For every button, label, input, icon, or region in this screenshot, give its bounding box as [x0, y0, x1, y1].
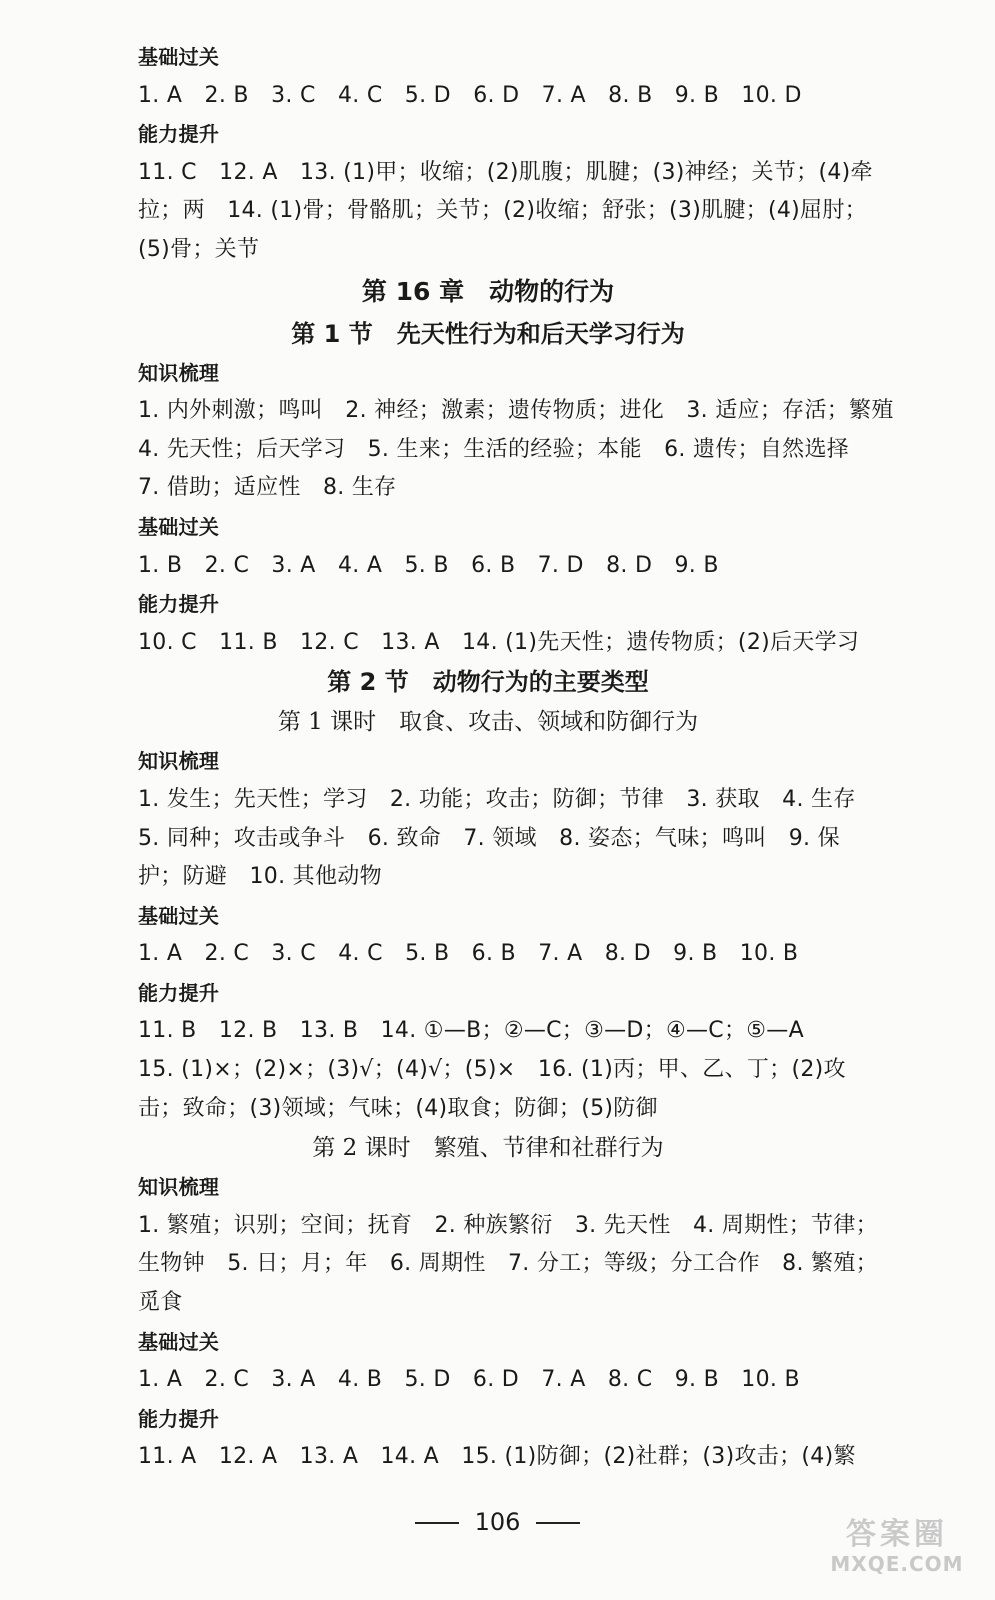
subsection-heading: 能力提升: [138, 980, 220, 1005]
subsection-heading: 能力提升: [138, 1406, 220, 1431]
subsection-heading: 基础过关: [138, 1329, 220, 1354]
answer-line: 5. 同种；攻击或争斗 6. 致命 7. 领域 8. 姿态；气味；鸣叫 9. 保: [138, 825, 840, 851]
watermark-logo: [817, 1518, 977, 1582]
answer-line: 4. 先天性；后天学习 5. 生来；生活的经验；本能 6. 遗传；自然选择: [138, 436, 850, 462]
subsection-heading: 知识梳理: [138, 360, 220, 385]
subsection-heading: 能力提升: [138, 122, 220, 147]
section-title: 第 1 节 先天性行为和后天学习行为: [291, 319, 685, 348]
watermark-line1: 答案圈: [846, 1517, 948, 1552]
subsection-heading: 能力提升: [138, 592, 220, 617]
answer-line: 拉；两 14. (1)骨；骨骼肌；关节；(2)收缩；舒张；(3)肌腱；(4)屈肘；: [138, 198, 867, 224]
subsection-heading: 基础过关: [138, 903, 220, 928]
answer-line: 1. B 2. C 3. A 4. A 5. B 6. B 7. D 8. D 9. B: [138, 552, 719, 578]
answer-page: [138, 38, 894, 1477]
page-number-text: 106: [474, 1508, 521, 1536]
answer-line: (5)骨；关节: [138, 236, 260, 262]
page-number-dash-right: [536, 1522, 580, 1524]
answer-line: 1. A 2. C 3. C 4. C 5. B 6. B 7. A 8. D 9. B 10. B: [138, 941, 799, 967]
answer-line: 1. A 2. C 3. A 4. B 5. D 6. D 7. A 8. C 9. B 10. B: [138, 1367, 800, 1393]
subsection-heading: 基础过关: [138, 514, 220, 539]
chapter-title: 第 16 章 动物的行为: [361, 276, 615, 306]
answer-line: 10. C 11. B 12. C 13. A 14. (1)先天性；遗传物质；(2)后天学习: [138, 629, 860, 655]
answer-line: 1. 内外刺激；鸣叫 2. 神经；激素；遗传物质；进化 3. 适应；存活；繁殖: [138, 398, 894, 424]
answer-line: 护；防避 10. 其他动物: [138, 864, 382, 890]
answer-line: 生物钟 5. 日；月；年 6. 周期性 7. 分工；等级；分工合作 8. 繁殖；: [138, 1251, 878, 1277]
section-title: 第 2 节 动物行为的主要类型: [327, 668, 649, 697]
answer-line: 11. A 12. A 13. A 14. A 15. (1)防御；(2)社群；(3)攻击；(4)繁: [138, 1444, 856, 1470]
lesson-title: 第 2 课时 繁殖、节律和社群行为: [312, 1135, 664, 1162]
answer-line: 11. C 12. A 13. (1)甲；收缩；(2)肌腹；肌腱；(3)神经；关节；(4)牵: [138, 159, 873, 185]
answer-line: 觅食: [138, 1290, 183, 1316]
answer-line: 11. B 12. B 13. B 14. ①—B；②—C；③—D；④—C；⑤—A: [138, 1018, 804, 1044]
answer-line: 1. 发生；先天性；学习 2. 功能；攻击；防御；节律 3. 获取 4. 生存: [138, 786, 856, 812]
answer-line: 1. A 2. B 3. C 4. C 5. D 6. D 7. A 8. B 9. B 10. D: [138, 82, 802, 108]
subsection-heading: 知识梳理: [138, 1175, 220, 1200]
page-number-dash-left: [415, 1522, 459, 1524]
subsection-heading: 知识梳理: [138, 749, 220, 774]
subsection-heading: 基础过关: [138, 45, 220, 69]
answer-line: 1. 繁殖；识别；空间；抚育 2. 种族繁衍 3. 先天性 4. 周期性；节律；: [138, 1212, 878, 1238]
answer-line: 15. (1)×；(2)×；(3)√；(4)√；(5)× 16. (1)丙；甲、乙、丁；(2)攻: [138, 1057, 846, 1083]
answer-line: 7. 借助；适应性 8. 生存: [138, 475, 397, 501]
lesson-title: 第 1 课时 取食、攻击、领域和防御行为: [277, 709, 699, 736]
watermark-line2: MXQE.COM: [830, 1552, 964, 1576]
answer-line: 击；致命；(3)领域；气味；(4)取食；防御；(5)防御: [138, 1095, 658, 1121]
